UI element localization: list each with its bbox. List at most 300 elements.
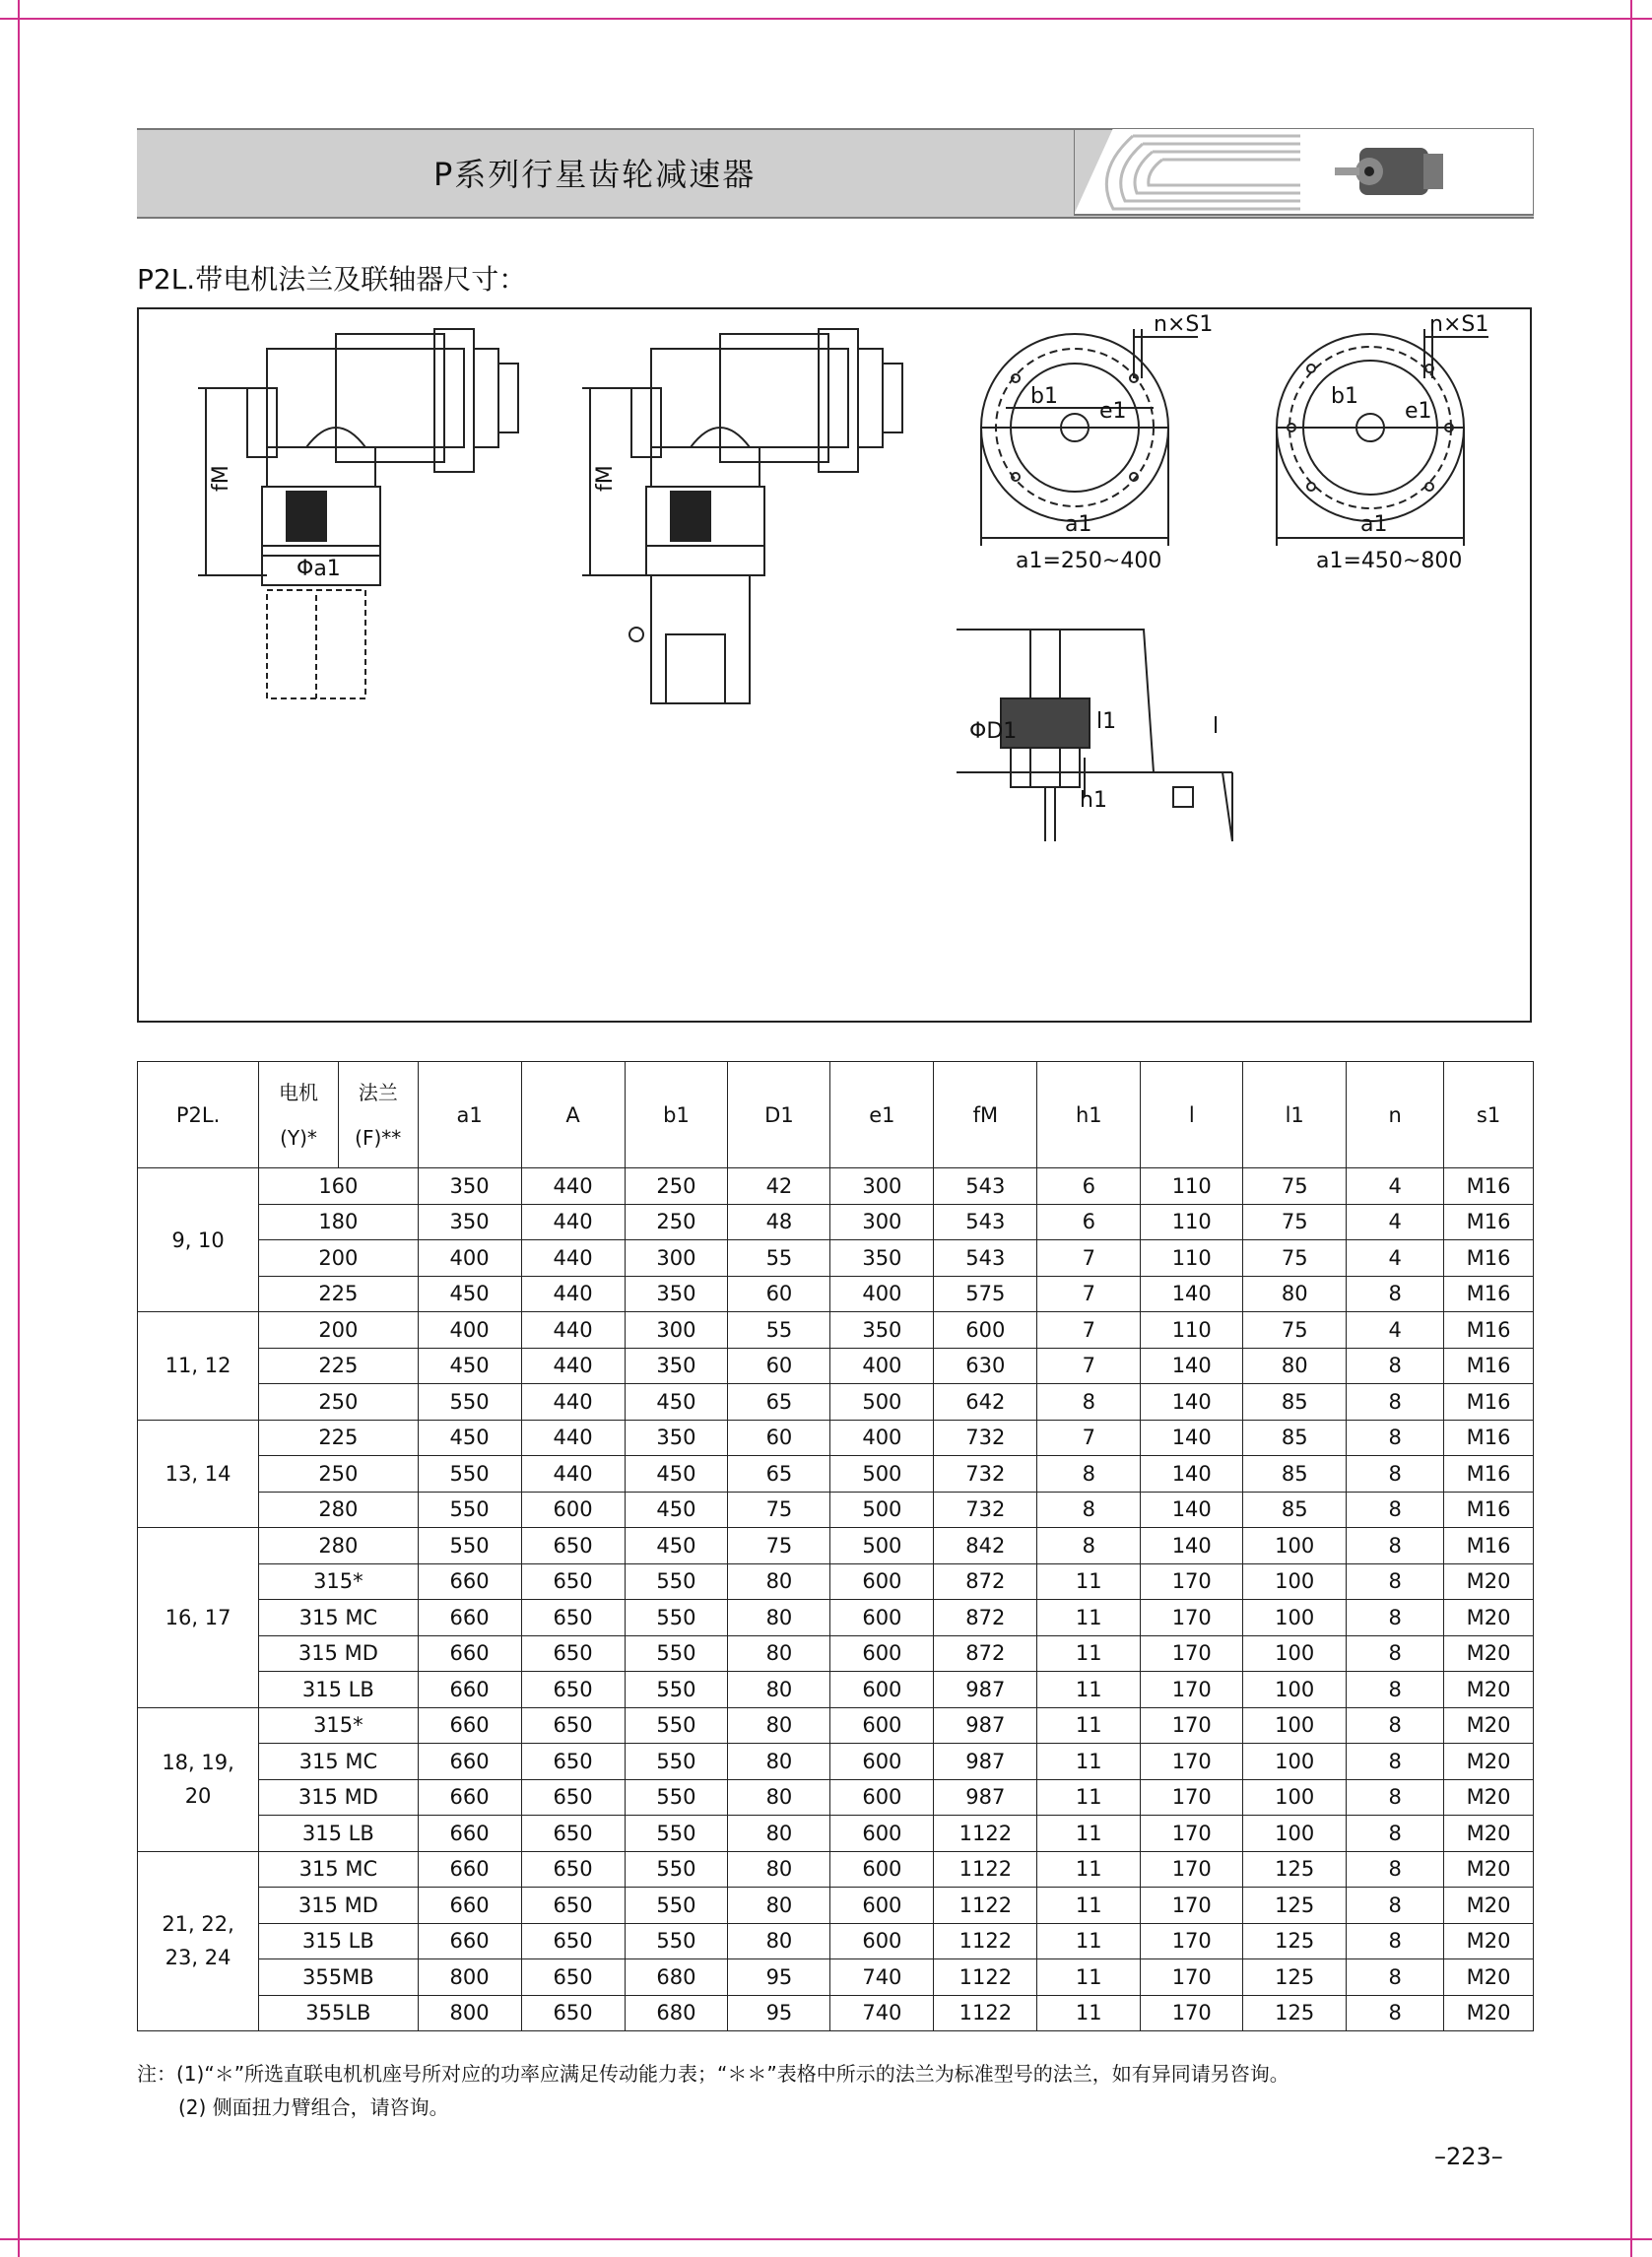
value-cell: 440: [521, 1456, 625, 1493]
value-cell: 800: [418, 1995, 521, 2031]
page-border-right: [1630, 0, 1632, 2257]
value-cell: 8: [1347, 1635, 1444, 1672]
header-D1: D1: [728, 1062, 830, 1168]
value-cell: 600: [830, 1600, 934, 1636]
value-cell: 4: [1347, 1312, 1444, 1349]
e1-label-a: e1: [1099, 399, 1127, 424]
value-cell: 987: [934, 1672, 1037, 1708]
motor-flange-cell: 315 LB: [259, 1816, 418, 1852]
table-row: [138, 1923, 1534, 1959]
range-label-a: a1=250~400: [1016, 549, 1162, 573]
value-cell: 7: [1037, 1312, 1141, 1349]
l-label: l: [1213, 714, 1220, 739]
value-cell: 543: [934, 1240, 1037, 1277]
header-A: A: [521, 1062, 625, 1168]
value-cell: 842: [934, 1528, 1037, 1564]
gearbox-middle-drawing: [582, 329, 902, 703]
value-cell: 8: [1347, 1348, 1444, 1384]
value-cell: 550: [418, 1492, 521, 1528]
motor-flange-cell: 225: [259, 1348, 418, 1384]
table-header-row: [138, 1062, 1534, 1168]
motor-flange-cell: 315 MC: [259, 1600, 418, 1636]
value-cell: 170: [1141, 1995, 1243, 2031]
value-cell: 65: [728, 1384, 830, 1421]
value-cell: 80: [728, 1888, 830, 1924]
value-cell: 8: [1037, 1492, 1141, 1528]
value-cell: 11: [1037, 1635, 1141, 1672]
header-e1: e1: [830, 1062, 934, 1168]
value-cell: 110: [1141, 1204, 1243, 1240]
value-cell: M20: [1444, 1672, 1534, 1708]
value-cell: 80: [1243, 1348, 1347, 1384]
table-row: [138, 1276, 1534, 1312]
value-cell: 125: [1243, 1995, 1347, 2031]
value-cell: 100: [1243, 1707, 1347, 1744]
value-cell: 550: [625, 1923, 728, 1959]
value-cell: 80: [728, 1744, 830, 1780]
value-cell: 80: [728, 1600, 830, 1636]
value-cell: 1122: [934, 1995, 1037, 2031]
value-cell: 800: [418, 1959, 521, 1996]
value-cell: 543: [934, 1168, 1037, 1205]
value-cell: 8: [1347, 1779, 1444, 1816]
motor-flange-cell: 355LB: [259, 1995, 418, 2031]
value-cell: 11: [1037, 1816, 1141, 1852]
range-label-b: a1=450~800: [1316, 549, 1463, 573]
value-cell: 550: [625, 1707, 728, 1744]
value-cell: M20: [1444, 1995, 1534, 2031]
header-motor-top: 电机: [278, 1080, 318, 1104]
value-cell: 75: [728, 1492, 830, 1528]
value-cell: 85: [1243, 1492, 1347, 1528]
value-cell: 100: [1243, 1672, 1347, 1708]
value-cell: 6: [1037, 1168, 1141, 1205]
value-cell: 8: [1347, 1744, 1444, 1780]
value-cell: 400: [830, 1348, 934, 1384]
value-cell: 60: [728, 1276, 830, 1312]
value-cell: 125: [1243, 1923, 1347, 1959]
value-cell: 440: [521, 1348, 625, 1384]
value-cell: 650: [521, 1959, 625, 1996]
size-group-cell: 11, 12: [138, 1312, 259, 1421]
value-cell: 550: [418, 1384, 521, 1421]
value-cell: 740: [830, 1995, 934, 2031]
fm-label-middle: fM: [593, 465, 618, 492]
table-row: [138, 1384, 1534, 1421]
table-row: [138, 1492, 1534, 1528]
value-cell: 85: [1243, 1420, 1347, 1456]
value-cell: 75: [1243, 1168, 1347, 1205]
value-cell: 100: [1243, 1744, 1347, 1780]
value-cell: 100: [1243, 1600, 1347, 1636]
dimension-drawing: [139, 309, 1532, 1021]
table-row: [138, 1707, 1534, 1744]
value-cell: 4: [1347, 1240, 1444, 1277]
header-stripes: [1074, 128, 1534, 217]
value-cell: 550: [625, 1744, 728, 1780]
value-cell: 80: [728, 1635, 830, 1672]
value-cell: 110: [1141, 1240, 1243, 1277]
value-cell: 75: [1243, 1240, 1347, 1277]
l1-label: l1: [1096, 709, 1117, 734]
value-cell: 11: [1037, 1563, 1141, 1600]
header-fM: fM: [934, 1062, 1037, 1168]
value-cell: 11: [1037, 1744, 1141, 1780]
value-cell: 660: [418, 1707, 521, 1744]
value-cell: M20: [1444, 1600, 1534, 1636]
value-cell: 550: [625, 1851, 728, 1888]
header-s1: s1: [1444, 1062, 1534, 1168]
motor-flange-cell: 315 MC: [259, 1851, 418, 1888]
value-cell: 80: [728, 1563, 830, 1600]
value-cell: 8: [1347, 1816, 1444, 1852]
table-row: [138, 1456, 1534, 1493]
drawing-frame: [137, 307, 1532, 1023]
value-cell: 450: [625, 1384, 728, 1421]
value-cell: 600: [830, 1744, 934, 1780]
value-cell: 125: [1243, 1888, 1347, 1924]
value-cell: 48: [728, 1204, 830, 1240]
value-cell: M16: [1444, 1420, 1534, 1456]
value-cell: M20: [1444, 1959, 1534, 1996]
value-cell: M16: [1444, 1276, 1534, 1312]
table-row: [138, 1779, 1534, 1816]
table-row: [138, 1959, 1534, 1996]
value-cell: 600: [830, 1672, 934, 1708]
value-cell: 170: [1141, 1744, 1243, 1780]
value-cell: 95: [728, 1959, 830, 1996]
value-cell: 650: [521, 1672, 625, 1708]
value-cell: 140: [1141, 1456, 1243, 1493]
value-cell: M16: [1444, 1348, 1534, 1384]
header-motor-bottom: (Y)*: [280, 1125, 317, 1150]
value-cell: 170: [1141, 1923, 1243, 1959]
value-cell: 1122: [934, 1888, 1037, 1924]
value-cell: 11: [1037, 1923, 1141, 1959]
value-cell: 170: [1141, 1816, 1243, 1852]
size-group-cell: 18, 19, 20: [138, 1707, 259, 1851]
value-cell: 500: [830, 1456, 934, 1493]
value-cell: 110: [1141, 1312, 1243, 1349]
table-row: [138, 1348, 1534, 1384]
value-cell: 7: [1037, 1240, 1141, 1277]
value-cell: 8: [1347, 1707, 1444, 1744]
value-cell: 8: [1347, 1600, 1444, 1636]
value-cell: 600: [830, 1779, 934, 1816]
value-cell: 550: [418, 1456, 521, 1493]
table-row: [138, 1635, 1534, 1672]
table-row: [138, 1600, 1534, 1636]
value-cell: 550: [625, 1672, 728, 1708]
value-cell: 450: [418, 1420, 521, 1456]
value-cell: 550: [625, 1779, 728, 1816]
value-cell: 80: [728, 1779, 830, 1816]
value-cell: 300: [830, 1168, 934, 1205]
value-cell: 600: [830, 1888, 934, 1924]
value-cell: 100: [1243, 1816, 1347, 1852]
motor-flange-cell: 180: [259, 1204, 418, 1240]
value-cell: 350: [418, 1204, 521, 1240]
value-cell: 650: [521, 1816, 625, 1852]
value-cell: M20: [1444, 1707, 1534, 1744]
value-cell: 8: [1347, 1959, 1444, 1996]
value-cell: 60: [728, 1348, 830, 1384]
notes: [137, 2057, 1289, 2124]
note-line-2: (2) 侧面扭力臂组合，请咨询。: [178, 2095, 449, 2119]
value-cell: 140: [1141, 1384, 1243, 1421]
table-row: [138, 1168, 1534, 1205]
motor-flange-cell: 250: [259, 1456, 418, 1493]
value-cell: 650: [521, 1851, 625, 1888]
value-cell: M16: [1444, 1456, 1534, 1493]
value-cell: 125: [1243, 1851, 1347, 1888]
value-cell: 1122: [934, 1851, 1037, 1888]
value-cell: 872: [934, 1600, 1037, 1636]
value-cell: 350: [625, 1348, 728, 1384]
value-cell: 660: [418, 1563, 521, 1600]
value-cell: 660: [418, 1672, 521, 1708]
value-cell: 500: [830, 1528, 934, 1564]
size-group-cell: 21, 22, 23, 24: [138, 1851, 259, 2031]
header-b1: b1: [625, 1062, 728, 1168]
table-row: [138, 1312, 1534, 1349]
value-cell: 4: [1347, 1168, 1444, 1205]
value-cell: 650: [521, 1528, 625, 1564]
value-cell: 350: [830, 1240, 934, 1277]
value-cell: 85: [1243, 1384, 1347, 1421]
b1-label-b: b1: [1331, 384, 1358, 409]
header-n: n: [1347, 1062, 1444, 1168]
motor-flange-cell: 315 MC: [259, 1744, 418, 1780]
value-cell: 400: [418, 1312, 521, 1349]
value-cell: 4: [1347, 1204, 1444, 1240]
motor-flange-cell: 225: [259, 1420, 418, 1456]
value-cell: 600: [830, 1707, 934, 1744]
value-cell: 75: [1243, 1204, 1347, 1240]
value-cell: 650: [521, 1600, 625, 1636]
value-cell: 11: [1037, 1888, 1141, 1924]
value-cell: 732: [934, 1456, 1037, 1493]
value-cell: 740: [830, 1959, 934, 1996]
motor-flange-cell: 280: [259, 1492, 418, 1528]
value-cell: 80: [1243, 1276, 1347, 1312]
value-cell: 550: [625, 1563, 728, 1600]
value-cell: 170: [1141, 1851, 1243, 1888]
value-cell: 575: [934, 1276, 1037, 1312]
value-cell: 350: [418, 1168, 521, 1205]
value-cell: 300: [625, 1312, 728, 1349]
value-cell: 8: [1347, 1492, 1444, 1528]
nxs1-label-b: n×S1: [1429, 312, 1489, 337]
value-cell: 8: [1347, 1563, 1444, 1600]
value-cell: 8: [1347, 1923, 1444, 1959]
b1-label-a: b1: [1030, 384, 1058, 409]
page-number: –223–: [1434, 2143, 1503, 2170]
value-cell: 600: [830, 1816, 934, 1852]
header-motor: [259, 1062, 339, 1168]
value-cell: 550: [625, 1635, 728, 1672]
motor-flange-cell: 315 MD: [259, 1888, 418, 1924]
value-cell: 100: [1243, 1635, 1347, 1672]
value-cell: 680: [625, 1959, 728, 1996]
value-cell: 600: [830, 1923, 934, 1959]
value-cell: 872: [934, 1635, 1037, 1672]
value-cell: 350: [830, 1312, 934, 1349]
value-cell: 11: [1037, 1779, 1141, 1816]
value-cell: 650: [521, 1635, 625, 1672]
value-cell: 650: [521, 1707, 625, 1744]
value-cell: 550: [625, 1888, 728, 1924]
value-cell: 85: [1243, 1456, 1347, 1493]
value-cell: 55: [728, 1240, 830, 1277]
size-group-cell: 9, 10: [138, 1168, 259, 1312]
value-cell: 440: [521, 1168, 625, 1205]
page-border-left: [18, 0, 20, 2257]
value-cell: M16: [1444, 1168, 1534, 1205]
table-row: [138, 1816, 1534, 1852]
value-cell: 11: [1037, 1851, 1141, 1888]
value-cell: 660: [418, 1779, 521, 1816]
value-cell: 7: [1037, 1348, 1141, 1384]
size-group-cell: 16, 17: [138, 1528, 259, 1708]
value-cell: 642: [934, 1384, 1037, 1421]
page-border-top: [0, 18, 1652, 20]
value-cell: 732: [934, 1492, 1037, 1528]
value-cell: 650: [521, 1923, 625, 1959]
value-cell: 8: [1347, 1851, 1444, 1888]
value-cell: 350: [625, 1276, 728, 1312]
value-cell: 80: [728, 1816, 830, 1852]
value-cell: 100: [1243, 1528, 1347, 1564]
table-body: [138, 1168, 1534, 2031]
value-cell: 170: [1141, 1779, 1243, 1816]
value-cell: 95: [728, 1995, 830, 2031]
value-cell: 11: [1037, 1959, 1141, 1996]
nxs1-label-a: n×S1: [1154, 312, 1214, 337]
motor-flange-cell: 200: [259, 1312, 418, 1349]
motor-flange-cell: 315 LB: [259, 1923, 418, 1959]
value-cell: 650: [521, 1779, 625, 1816]
value-cell: 100: [1243, 1779, 1347, 1816]
value-cell: 440: [521, 1276, 625, 1312]
phi-d1-label: ΦD1: [969, 719, 1018, 744]
value-cell: 170: [1141, 1635, 1243, 1672]
value-cell: 440: [521, 1420, 625, 1456]
value-cell: 80: [728, 1851, 830, 1888]
value-cell: 11: [1037, 1707, 1141, 1744]
value-cell: 732: [934, 1420, 1037, 1456]
value-cell: 250: [625, 1204, 728, 1240]
value-cell: M20: [1444, 1816, 1534, 1852]
value-cell: 60: [728, 1420, 830, 1456]
value-cell: 55: [728, 1312, 830, 1349]
value-cell: M16: [1444, 1528, 1534, 1564]
value-cell: 11: [1037, 1600, 1141, 1636]
table-row: [138, 1420, 1534, 1456]
value-cell: 8: [1347, 1528, 1444, 1564]
table-row: [138, 1528, 1534, 1564]
value-cell: 170: [1141, 1563, 1243, 1600]
h1-label: h1: [1080, 788, 1107, 813]
value-cell: 650: [521, 1563, 625, 1600]
value-cell: M16: [1444, 1492, 1534, 1528]
value-cell: 630: [934, 1348, 1037, 1384]
value-cell: 8: [1037, 1528, 1141, 1564]
a1-label-a: a1: [1065, 512, 1092, 537]
value-cell: 400: [830, 1420, 934, 1456]
value-cell: 660: [418, 1888, 521, 1924]
gearbox-left-drawing: [198, 329, 518, 698]
value-cell: 650: [521, 1995, 625, 2031]
value-cell: 400: [830, 1276, 934, 1312]
value-cell: 543: [934, 1204, 1037, 1240]
table-row: [138, 1744, 1534, 1780]
value-cell: 650: [521, 1744, 625, 1780]
value-cell: 100: [1243, 1563, 1347, 1600]
dimension-table: [137, 1061, 1534, 2031]
page-border-bottom: [0, 2238, 1652, 2240]
value-cell: 125: [1243, 1959, 1347, 1996]
value-cell: 8: [1347, 1995, 1444, 2031]
header-l: l: [1141, 1062, 1243, 1168]
value-cell: 8: [1347, 1672, 1444, 1708]
value-cell: M16: [1444, 1240, 1534, 1277]
value-cell: M16: [1444, 1384, 1534, 1421]
value-cell: M20: [1444, 1635, 1534, 1672]
value-cell: 660: [418, 1600, 521, 1636]
note-line-1: 注：(1)“＊”所选直联电机机座号所对应的功率应满足传动能力表；“＊＊”表格中所示的法兰为标准型号的法兰，如有异同请另咨询。: [137, 2062, 1289, 2086]
motor-flange-cell: 250: [259, 1384, 418, 1421]
section-title: P2L.带电机法兰及联轴器尺寸：: [137, 263, 527, 296]
value-cell: 140: [1141, 1348, 1243, 1384]
value-cell: 80: [728, 1672, 830, 1708]
value-cell: 300: [625, 1240, 728, 1277]
header-h1: h1: [1037, 1062, 1141, 1168]
value-cell: 440: [521, 1312, 625, 1349]
header-flange-bottom: (F)**: [355, 1125, 402, 1150]
value-cell: 170: [1141, 1707, 1243, 1744]
table-row: [138, 1888, 1534, 1924]
value-cell: 440: [521, 1240, 625, 1277]
header-a1: a1: [418, 1062, 521, 1168]
value-cell: 660: [418, 1635, 521, 1672]
value-cell: 550: [625, 1600, 728, 1636]
header-flange: [338, 1062, 418, 1168]
value-cell: 8: [1347, 1456, 1444, 1493]
value-cell: M20: [1444, 1563, 1534, 1600]
value-cell: 440: [521, 1204, 625, 1240]
value-cell: 8: [1347, 1384, 1444, 1421]
value-cell: 140: [1141, 1528, 1243, 1564]
value-cell: 300: [830, 1204, 934, 1240]
motor-flange-cell: 315 LB: [259, 1672, 418, 1708]
motor-flange-cell: 315*: [259, 1707, 418, 1744]
value-cell: M20: [1444, 1779, 1534, 1816]
value-cell: 170: [1141, 1600, 1243, 1636]
value-cell: 170: [1141, 1672, 1243, 1708]
value-cell: 600: [521, 1492, 625, 1528]
header-l1: l1: [1243, 1062, 1347, 1168]
table-row: [138, 1851, 1534, 1888]
table-row: [138, 1204, 1534, 1240]
value-cell: 250: [625, 1168, 728, 1205]
motor-flange-cell: 315 MD: [259, 1779, 418, 1816]
value-cell: 140: [1141, 1492, 1243, 1528]
value-cell: M20: [1444, 1888, 1534, 1924]
header-flange-top: 法兰: [358, 1080, 398, 1104]
value-cell: 1122: [934, 1923, 1037, 1959]
value-cell: 80: [728, 1707, 830, 1744]
